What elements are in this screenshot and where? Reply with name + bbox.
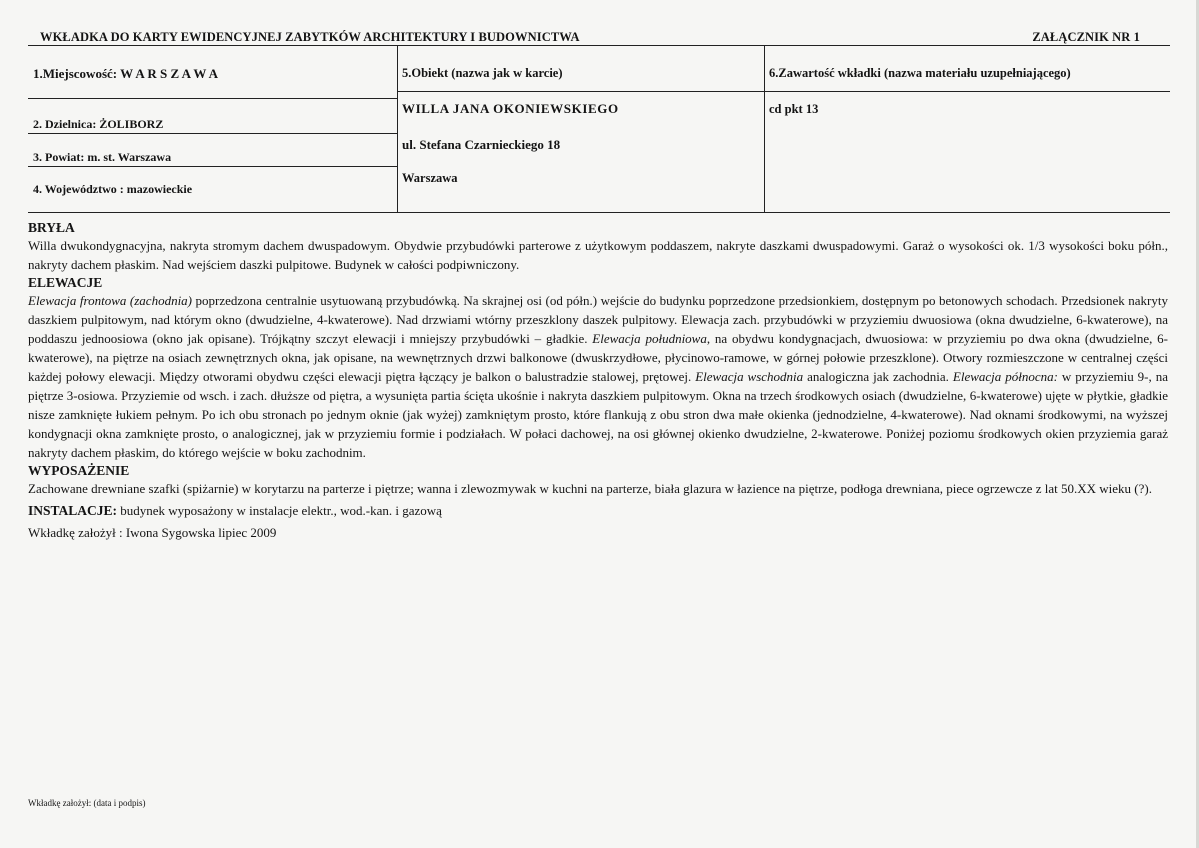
object-label: 5.Obiekt (nazwa jak w karcie)	[402, 66, 563, 80]
header-rule	[28, 45, 1170, 46]
elewacje-paragraph	[28, 291, 1168, 462]
author-line: Wkładkę założył : Iwona Sygowska lipiec 2009	[28, 525, 277, 540]
signature-label: Wkładkę założył: (data i podpis)	[28, 798, 146, 808]
col2-rule	[397, 91, 764, 92]
col1-rule-2	[28, 133, 397, 134]
section-heading-instalacje: INSTALACJE:	[28, 503, 118, 518]
elevation-east-text: analogiczna jak zachodnia.	[803, 369, 953, 384]
elevation-south-title: Elewacja południowa	[592, 331, 707, 346]
object-name: WILLA JANA OKONIEWSKIEGO	[402, 101, 619, 116]
elevation-north-title: Elewacja północna:	[952, 369, 1058, 384]
elevation-south-text: , na obydwu kondygnacjach, dwuosiowa: w przyziemiu po dwa okna (dwudzielne, 6-kwaterowe), na piętrze na osiach zewnętrznych okna, jak opisane, na wewnętrznych drzwi balkonowe (dwuskrzydłowe, płycinowo-ramowe, w górnej połowie przeszklone). Otwory rozmieszczone w centralnej części każdej połowy elewacji. Między otworami obydwu części elewacji piętra łączący je balkon o balustradzie stalowej, prętowej.	[28, 331, 1168, 384]
section-heading-elewacje: ELEWACJE	[28, 275, 103, 290]
insert-content-label: 6.Zawartość wkładki (nazwa materiału uzupełniającego)	[769, 66, 1071, 80]
col1-rule-3	[28, 166, 397, 167]
bryla-paragraph: Willa dwukondygnacyjna, nakryta stromym dachem dwuspadowym. Obydwie przybudówki parterowe z użytkowym poddaszem, nakryte daszkami dwuspadowymi. Garaż o wysokości ok. 1/3 wysokości boku półn., nakryty dachem płaskim. Nad wejściem daszki pulpitowe. Budynek w całości podpiwniczony.	[28, 238, 1168, 272]
insert-content-value: cd pkt 13	[769, 102, 819, 116]
elevation-front-text: poprzedzona centralnie usytuowaną przybudówką. Na skrajnej osi (od półn.) wejście do budynku poprzedzone przedsionkiem, dostępnym po betonowych schodach. Przedsionek nakryty daszkiem pulpitowym, nad którym okno (dwudzielne, 4-kwaterowe). Nad drzwiami wtórny przeszklony daszek pulpitowy. Elewacja zach. przybudówki w przyziemiu dwuosiowa (okna dwudzielne, 6-kwaterowe), na poddaszu jednoosiowa (okno jak opisane). Trójkątny szczyt elewacji i mniejszy przybudówki – gładkie.	[28, 293, 1168, 346]
elevation-east-title: Elewacja wschodnia	[695, 369, 804, 384]
instalacje-text: budynek wyposażony w instalacje elektr., wod.-kan. i gazową	[117, 503, 442, 518]
voivodeship-field: 4. Województwo : mazowieckie	[33, 182, 193, 196]
col3-rule	[764, 91, 1170, 92]
section-heading-wyposazenie: WYPOSAŻENIE	[28, 463, 130, 478]
col1-rule-1	[28, 98, 397, 99]
column-divider-2	[764, 45, 765, 212]
elevation-north-text: w przyziemiu 9-, na piętrze 3-osiowa. Przyziemie od wsch. i zach. dłuższe od piętra, a wysunięta partia ścięta ukośnie i nakryta daszkiem pulpitowym. Okna na trzech środkowych osiach (dwudzielne, 6-kwaterowe) ujęte w płytkie, gładkie nisze zamknięte łukiem pełnym. Po ich obu stronach po jednym oknie (jak wyżej) zamkniętym prosto, które flankują z obu stron dwa małe okienka (jednodzielne, 4-kwaterowe). Nad oknami środkowymi, na wyższej kondygnacji okna zamknięte prosto, o analogicznej, jak w przyziemiu formie i podziałach. W połaci dachowej, na osi głównej okienko dwudzielne, 2-kwaterowe. Poniżej poziomu środkowych okien przyziemia garaż nakryty dachem płaskim, do którego wejście w boku zachodnim.	[28, 369, 1168, 460]
town-field: 1.Miejscowość: W A R S Z A W A	[33, 66, 219, 81]
document-body	[28, 219, 1168, 542]
elevation-front-title: Elewacja frontowa (zachodnia)	[28, 293, 193, 308]
district-field: 2. Dzielnica: ŻOLIBORZ	[33, 117, 164, 131]
info-table-bottom-rule	[28, 212, 1170, 213]
county-field: 3. Powiat: m. st. Warszawa	[33, 150, 172, 164]
attachment-number: ZAŁĄCZNIK NR 1	[1032, 30, 1140, 44]
document-title: WKŁADKA DO KARTY EWIDENCYJNEJ ZABYTKÓW ARCHITEKTURY I BUDOWNICTWA	[40, 30, 580, 44]
wyposazenie-paragraph: Zachowane drewniane szafki (spiżarnie) w korytarzu na parterze i piętrze; wanna i zlewozmywak w kuchni na parterze, biała glazura w łazience na piętrze, podłoga drewniana, piece ogrzewcze z lat 50.XX wieku (?).	[28, 481, 1152, 496]
instalacje-paragraph	[28, 501, 1168, 520]
document-header	[28, 30, 1168, 45]
section-heading-bryla: BRYŁA	[28, 220, 75, 235]
object-address: ul. Stefana Czarnieckiego 18	[402, 137, 561, 152]
column-divider-1	[397, 45, 398, 212]
object-city: Warszawa	[402, 171, 458, 185]
